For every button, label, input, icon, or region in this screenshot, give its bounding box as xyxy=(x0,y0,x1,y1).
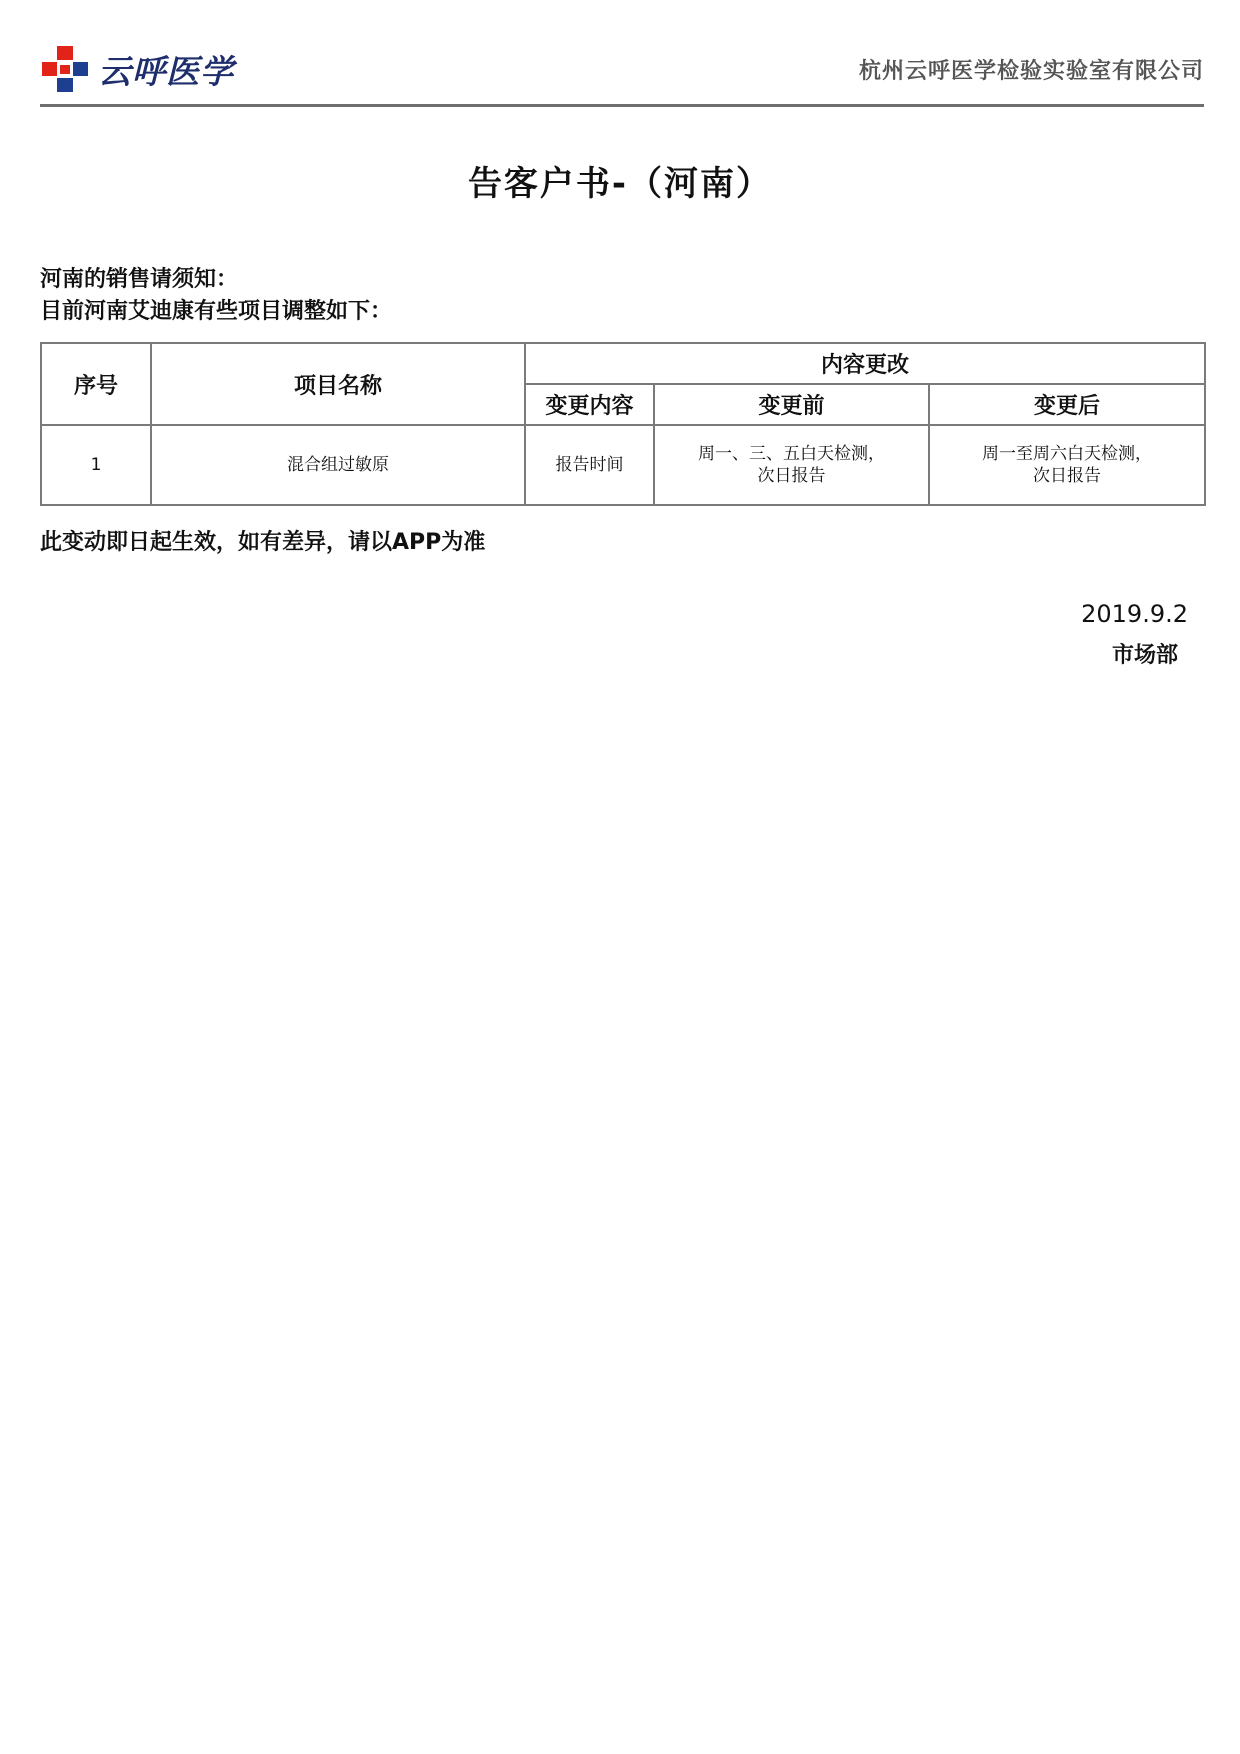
header-change-content: 变更内容 xyxy=(525,384,654,425)
document-title: 告客户书-（河南） xyxy=(467,164,773,204)
page-header xyxy=(40,44,1204,107)
table-row xyxy=(41,425,1205,505)
table-header-row xyxy=(41,343,1205,384)
cell-seq: 1 xyxy=(41,425,151,505)
cell-item-name: 混合组过敏原 xyxy=(151,425,525,505)
cell-before-line-1: 周一、三、五白天检测， xyxy=(698,444,885,464)
cell-before xyxy=(654,425,929,505)
header-seq: 序号 xyxy=(41,343,151,425)
intro-text xyxy=(40,264,392,328)
cell-change-content: 报告时间 xyxy=(525,425,654,505)
company-logo xyxy=(40,44,234,94)
header-item-name: 项目名称 xyxy=(151,343,525,425)
header-after: 变更后 xyxy=(929,384,1205,425)
cell-after xyxy=(929,425,1205,505)
header-before: 变更前 xyxy=(654,384,929,425)
changes-table xyxy=(40,342,1206,506)
document-date: 2019.9.2 xyxy=(1081,600,1188,628)
effective-notice: 此变动即日起生效，如有差异，请以APP为准 xyxy=(40,530,486,555)
cross-logo-icon xyxy=(40,44,90,94)
header-content-change: 内容更改 xyxy=(525,343,1205,384)
intro-line-1: 河南的销售请须知： xyxy=(40,267,239,292)
cell-after-line-2: 次日报告 xyxy=(1033,466,1101,486)
cell-after-line-1: 周一至周六白天检测， xyxy=(982,444,1152,464)
company-name: 杭州云呼医学检验实验室有限公司 xyxy=(858,59,1204,84)
cell-before-line-2: 次日报告 xyxy=(757,466,826,486)
intro-line-2: 目前河南艾迪康有些项目调整如下： xyxy=(40,299,393,324)
department-signature: 市场部 xyxy=(1111,643,1178,668)
logo-text: 云呼医学 xyxy=(98,51,234,91)
